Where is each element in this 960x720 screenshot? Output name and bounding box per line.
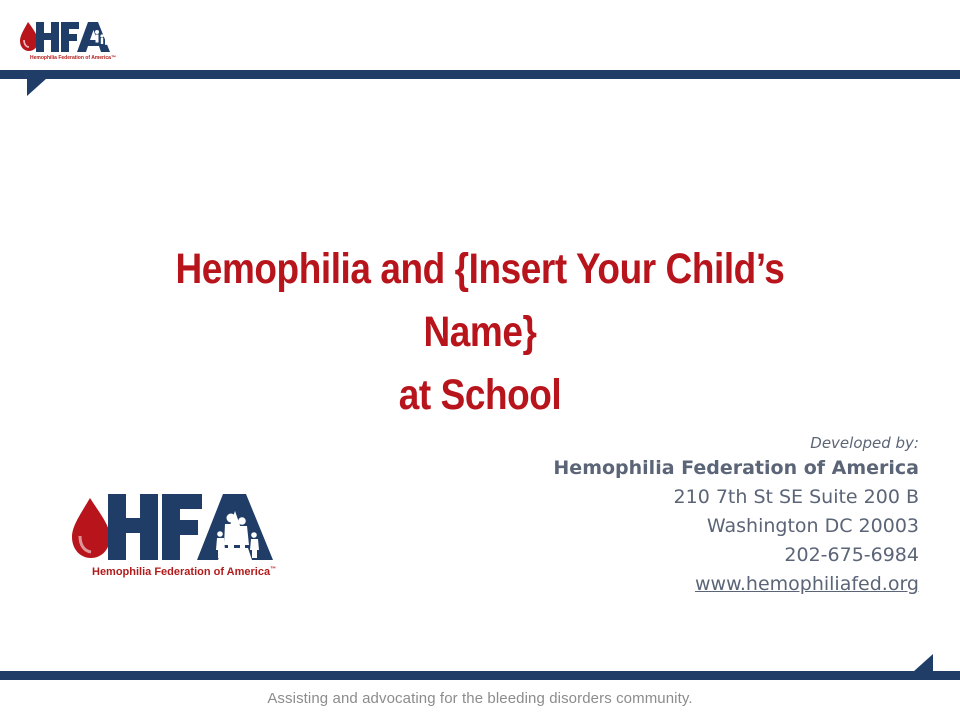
- bottom-band: [0, 671, 960, 680]
- hfa-logo-small-icon: [18, 14, 120, 58]
- slide-title-line1: Hemophilia and {Insert Your Child’s Name}: [175, 245, 785, 356]
- hfa-logo-caption: [92, 566, 276, 578]
- slide-title-line2: at School: [398, 371, 562, 419]
- bottom-notch-decoration: [913, 654, 933, 672]
- footer-tagline: Assisting and advocating for the bleeding disorders community.: [267, 690, 693, 707]
- address-line-1: 210 7th St SE Suite 200 B: [673, 486, 919, 508]
- top-notch-decoration: [27, 78, 47, 96]
- developed-by-label: Developed by:: [810, 434, 919, 452]
- header-logo[interactable]: [18, 14, 120, 64]
- trademark-symbol: ™: [270, 566, 277, 573]
- website-link[interactable]: www.hemophiliafed.org: [694, 573, 919, 595]
- address-line-2: Washington DC 20003: [706, 515, 919, 537]
- phone-number: 202-675-6984: [784, 544, 919, 566]
- hfa-logo-caption-text: Hemophilia Federation of America: [92, 566, 271, 578]
- top-band: [0, 70, 960, 79]
- header-logo-caption: Hemophilia Federation of America™: [30, 55, 116, 61]
- slide-title: [119, 238, 841, 427]
- contact-block: [499, 432, 919, 599]
- organization-name: Hemophilia Federation of America: [553, 457, 919, 479]
